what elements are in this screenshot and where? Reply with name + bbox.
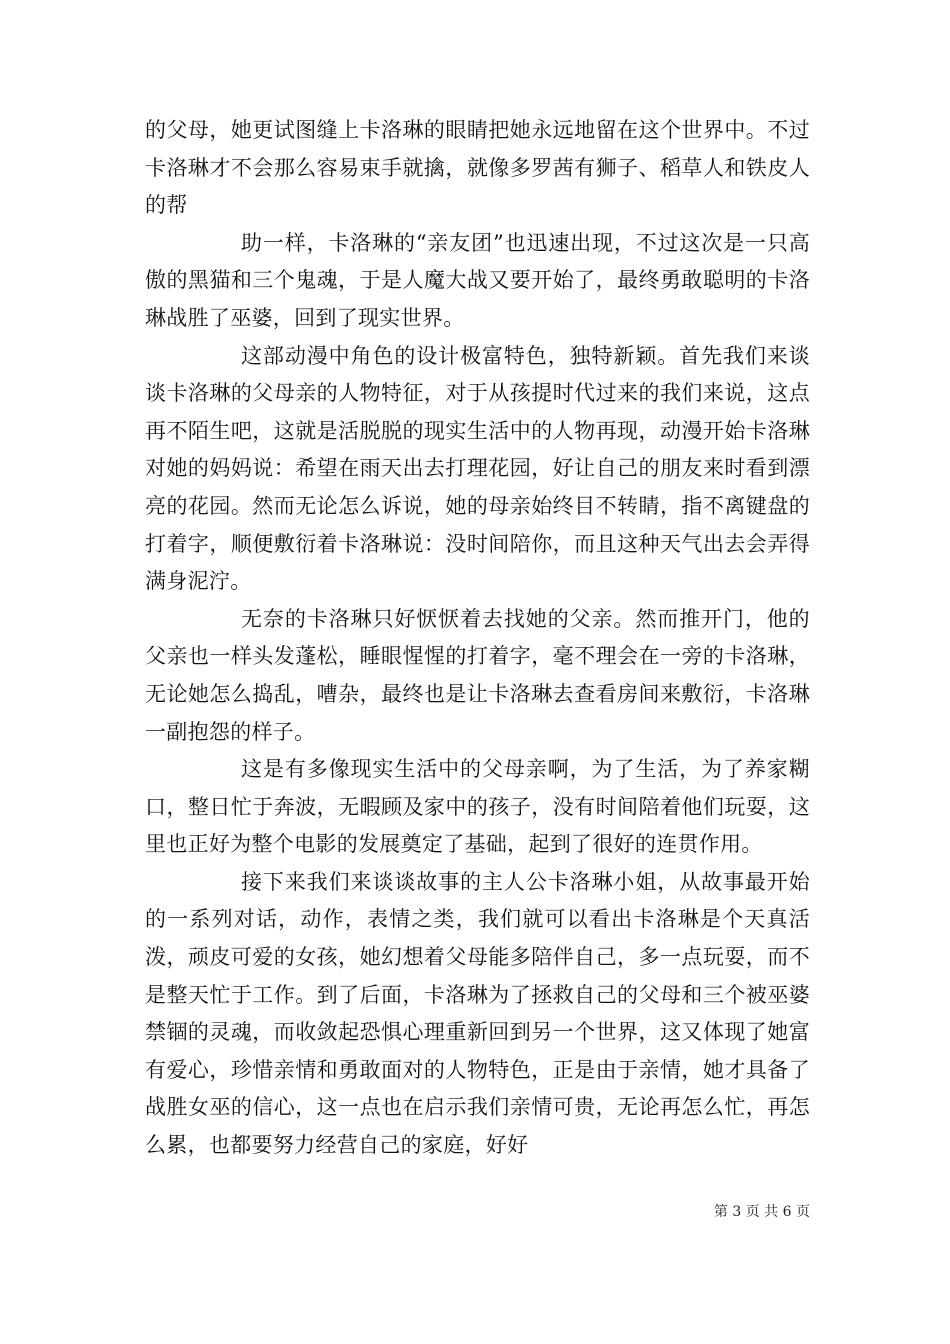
paragraph-4: 无奈的卡洛琳只好恹恹着去找她的父亲。然而推开门，他的父亲也一样头发蓬松，睡眼惺惺的打着字，毫不理会在一旁的卡洛琳，无论她怎么捣乱，嘈杂，最终也是让卡洛琳去查看房间来敷衍，卡洛琳一副抱怨的样子。 xyxy=(145,606,810,744)
paragraph-3: 这部动漫中角色的设计极富特色，独特新颖。首先我们来谈谈卡洛琳的父母亲的人物特征，对于从孩提时代过来的我们来说，这点再不陌生吧，这就是活脱脱的现实生活中的人物再现，动漫开始卡洛琳对她的妈妈说：希望在雨天出去打理花园，好让自己的朋友来时看到漂亮的花园。然而无论怎么诉说，她的母亲始终目不转睛，指不离键盘的打着字，顺便敷衍着卡洛琳说：没时间陪你，而且这种天气出去会弄得满身泥泞。 xyxy=(145,343,810,594)
document-body xyxy=(145,112,810,1165)
paragraph-1: 的父母，她更试图缝上卡洛琳的眼睛把她永远地留在这个世界中。不过卡洛琳才不会那么容易束手就擒，就像多罗茜有狮子、稻草人和铁皮人的帮 xyxy=(145,118,810,218)
paragraph-6: 接下来我们来谈谈故事的主人公卡洛琳小姐，从故事最开始的一系列对话，动作，表情之类，我们就可以看出卡洛琳是个天真活泼，顽皮可爱的女孩，她幻想着父母能多陪伴自己，多一点玩耍，而不是整天忙于工作。到了后面，卡洛琳为了拯救自己的父母和三个被巫婆禁锢的灵魂，而收敛起恐惧心理重新回到另一个世界，这又体现了她富有爱心，珍惜亲情和勇敢面对的人物特色，正是由于亲情，她才具备了战胜女巫的信心，这一点也在启示我们亲情可贵，无论再怎么忙，再怎么累，也都要努力经营自己的家庭，好好 xyxy=(145,869,810,1158)
page-number-footer: 第 3 页 共 6 页 xyxy=(713,1204,810,1220)
paragraph-2: 助一样，卡洛琳的“亲友团”也迅速出现，不过这次是一只高傲的黑猫和三个鬼魂，于是人魔大战又要开始了，最终勇敢聪明的卡洛琳战胜了巫婆，回到了现实世界。 xyxy=(145,230,810,330)
paragraph-5: 这是有多像现实生活中的父母亲啊，为了生活，为了养家糊口，整日忙于奔波，无暇顾及家中的孩子，没有时间陪着他们玩耍，这里也正好为整个电影的发展奠定了基础，起到了很好的连贯作用。 xyxy=(145,757,810,857)
